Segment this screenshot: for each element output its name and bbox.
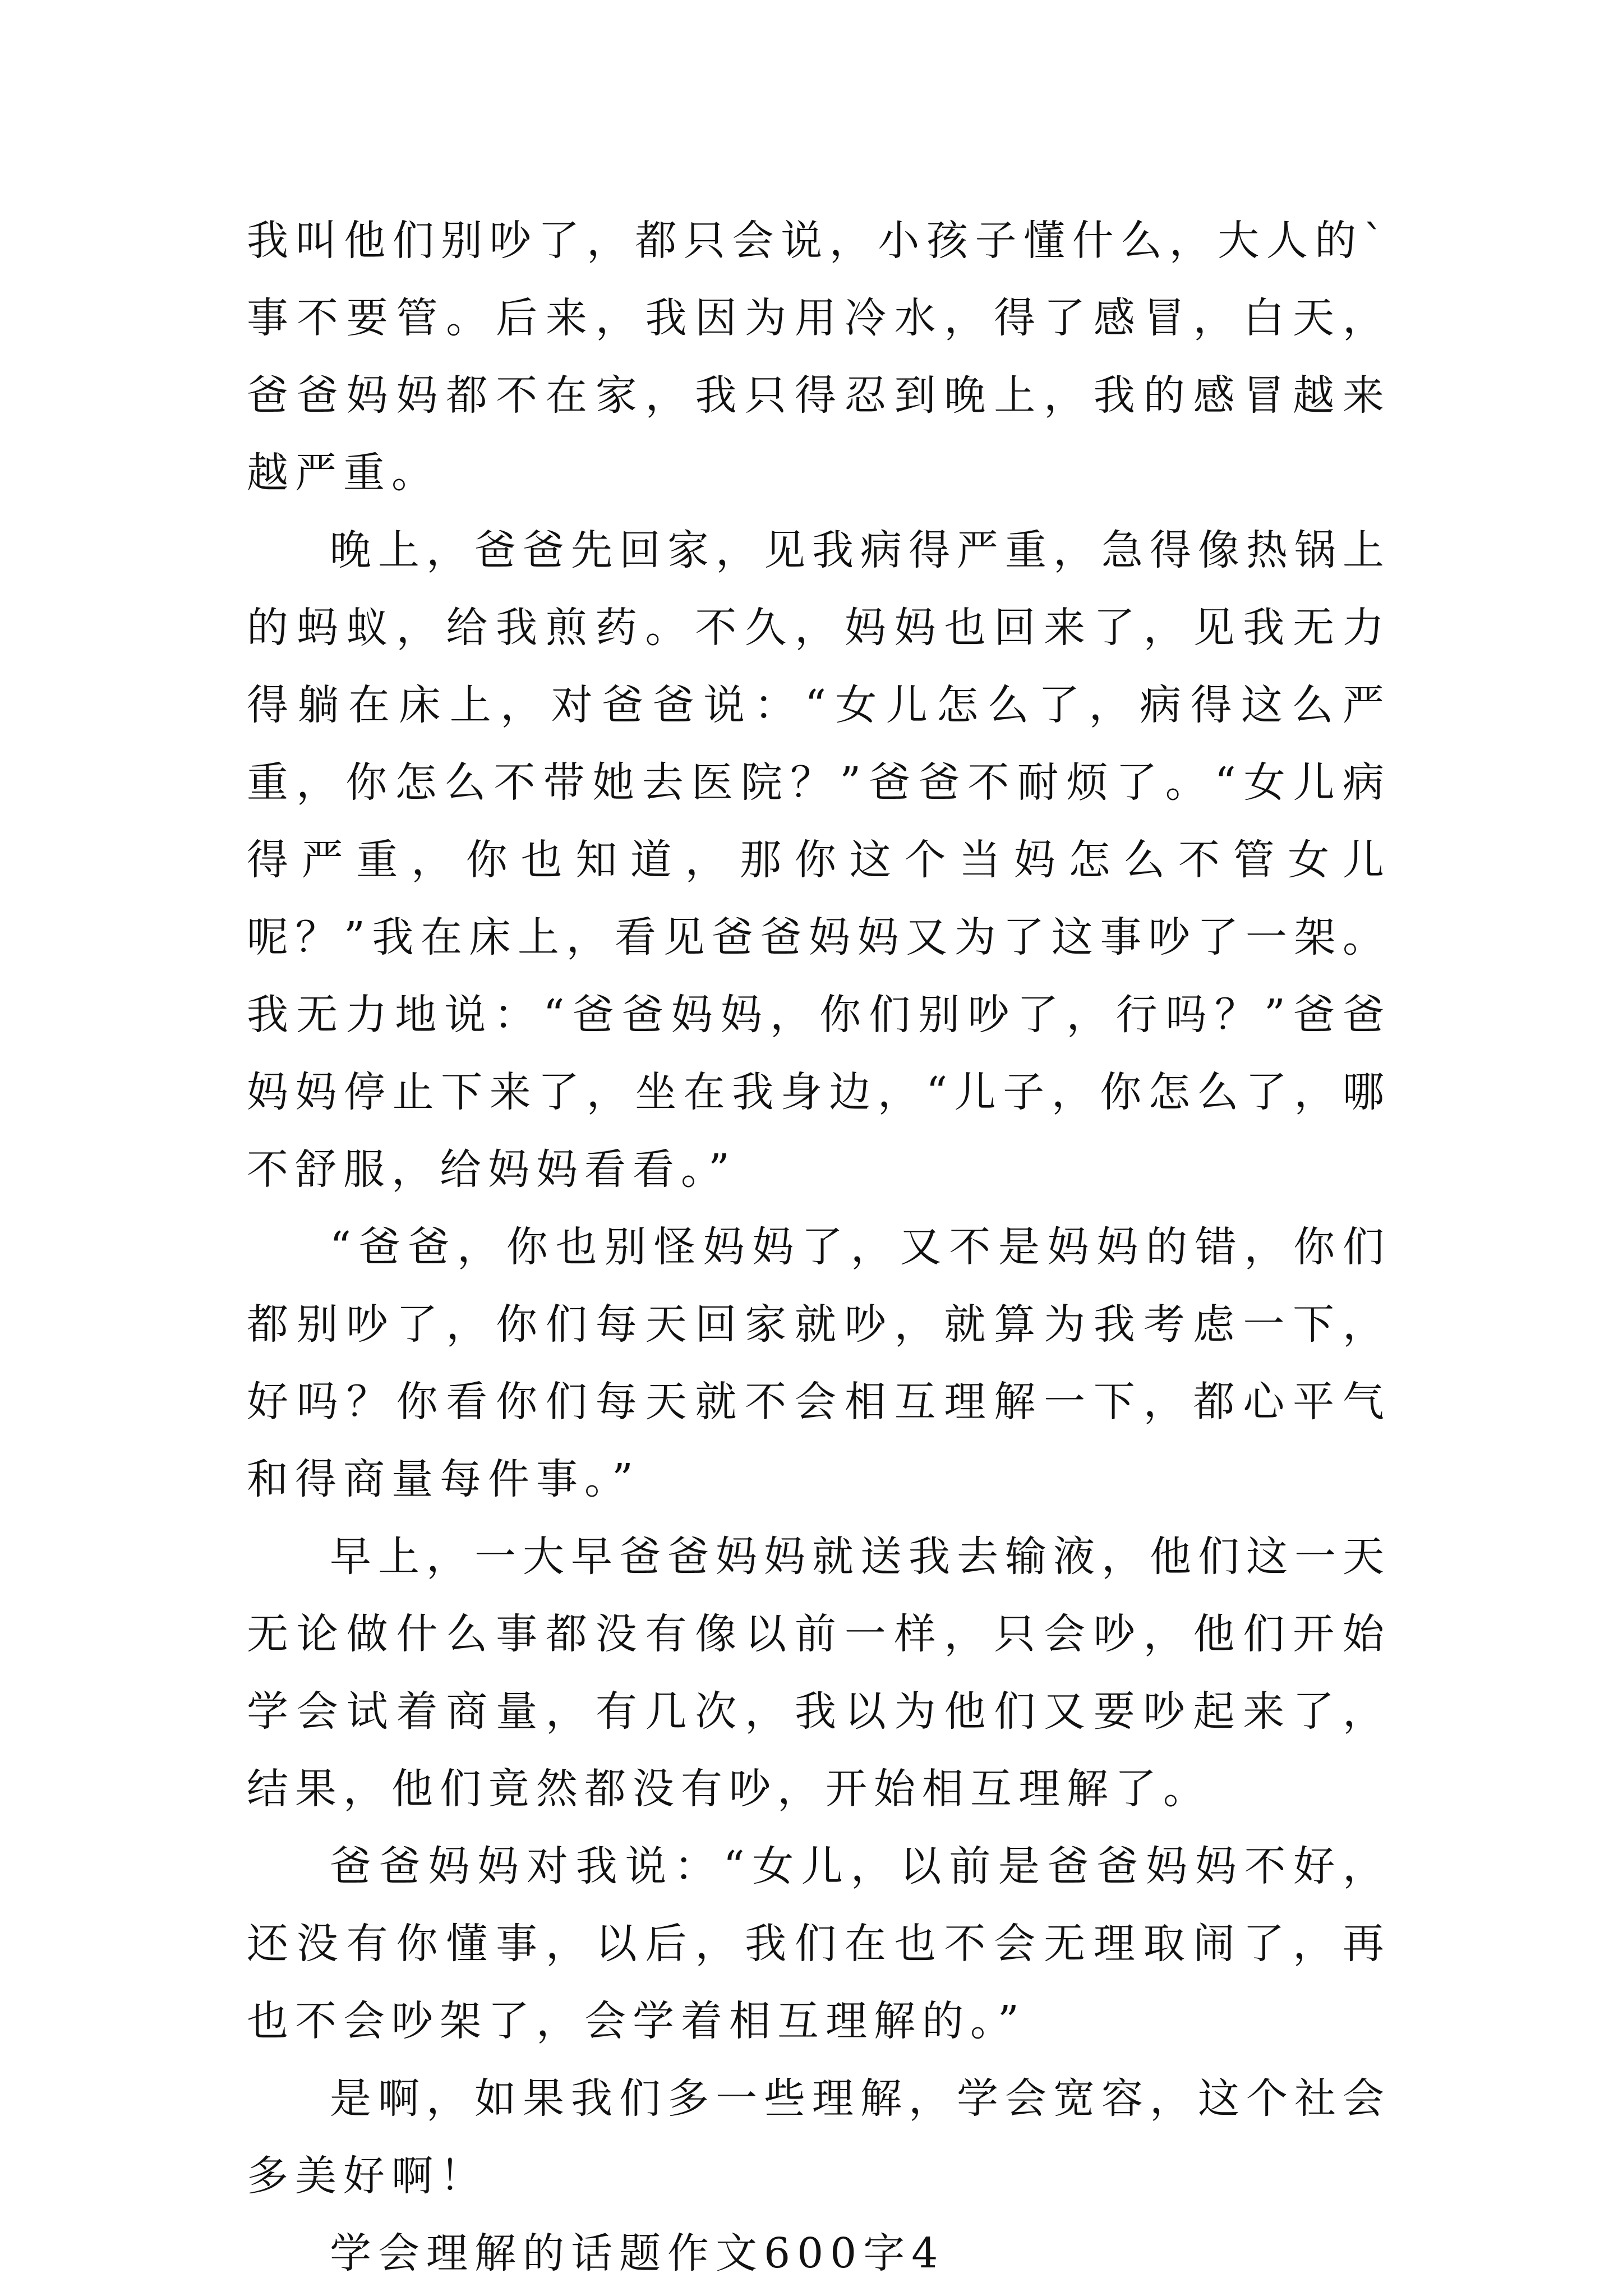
paragraph-5: 爸爸妈妈对我说：“女儿，以前是爸爸妈妈不好，还没有你懂事，以后，我们在也不会无理取闹了，再也不会吵架了，会学着相互理解的。” <box>247 1842 1391 2045</box>
paragraph-6: 是啊，如果我们多一些理解，学会宽容，这个社会多美好啊！ <box>247 2074 1391 2200</box>
paragraph-1: 我叫他们别吵了，都只会说，小孩子懂什么，大人的`事不要管。后来，我因为用冷水，得了感冒，白天，爸爸妈妈都不在家，我只得忍到晚上，我的感冒越来越严重。 <box>247 217 1391 497</box>
paragraph-2: 晚上，爸爸先回家，见我病得严重，急得像热锅上的蚂蚁，给我煎药。不久，妈妈也回来了，见我无力得躺在床上，对爸爸说：“女儿怎么了，病得这么严重，你怎么不带她去医院？”爸爸不耐烦了。“女儿病得严重，你也知道，那你这个当妈怎么不管女儿呢？”我在床上，看见爸爸妈妈又为了这事吵了一架。我无力地说：“爸爸妈妈，你们别吵了，行吗？”爸爸妈妈停止下来了，坐在我身边，“儿子，你怎么了，哪不舒服，给妈妈看看。” <box>247 526 1391 1194</box>
document-body <box>247 202 1391 2292</box>
section-heading: 学会理解的话题作文600字4 <box>330 2229 945 2277</box>
paragraph-3: “爸爸，你也别怪妈妈了，又不是妈妈的错，你们都别吵了，你们每天回家就吵，就算为我考虑一下，好吗？你看你们每天就不会相互理解一下，都心平气和得商量每件事。” <box>247 1223 1391 1503</box>
paragraph-4: 早上，一大早爸爸妈妈就送我去输液，他们这一天无论做什么事都没有像以前一样，只会吵，他们开始学会试着商量，有几次，我以为他们又要吵起来了，结果，他们竟然都没有吵，开始相互理解了。 <box>247 1533 1391 1813</box>
